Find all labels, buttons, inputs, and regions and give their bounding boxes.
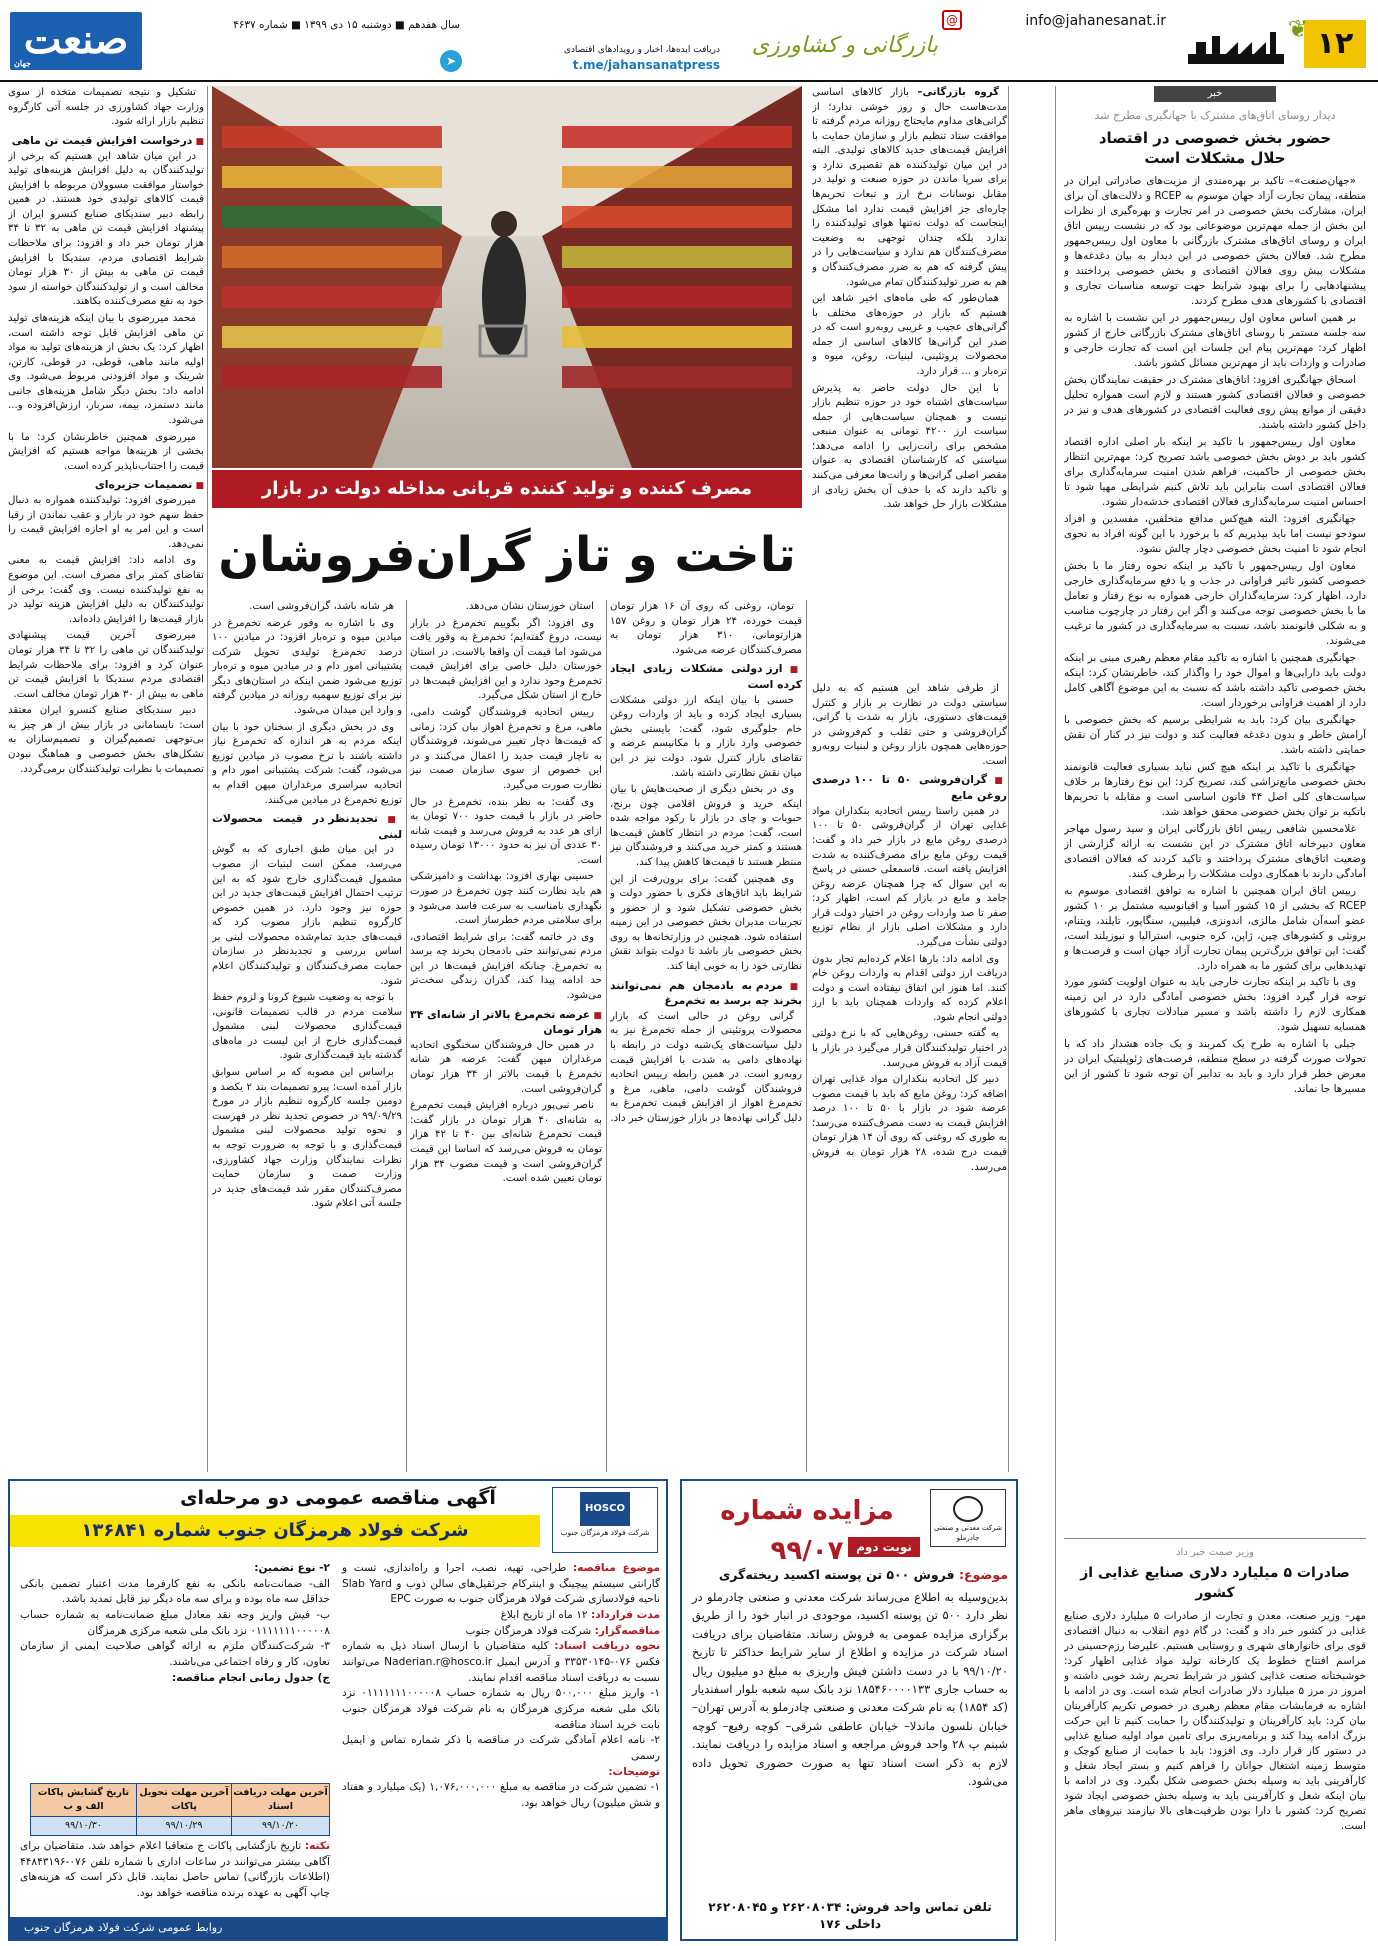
ad-note [20, 1839, 330, 1902]
article-lead: گروه بازرگانی– [917, 87, 999, 98]
paragraph: جهانگیری افزود: البته هیچ‌کس مدافع متخلفین، مفسدین و افراد سودجو نیست اما باید بپذیریم که با برخورد با این گونه افراد به نحوی انجام شود تا امنیت بخش خصوصی دچار چالش نشود. [1064, 512, 1366, 555]
paragraph: حسنی با بیان اینکه ارز دولتی مشکلات بسیاری ایجاد کرده و باید از واردات روغن خام جلوگیری شود، گفت: بایستی بخش خصوصی وارد بازار و با مکانیسم عرضه و تقاضای بازار کنترل شود. دولت نیز در این میان نقش نظارتی داشته باشد. [610, 694, 802, 779]
paragraph: رییس اتحادیه فروشندگان گوشت دامی، ماهی، مرغ و تخم‌مرغ اهواز بیان کرد: زمانی که قیمت‌ها دچار تغییر می‌شوند، فروشندگان به ناچار قیمت جدید را اعمال می‌کنند و در این خصوص از سوی سازمان صمت نیز نظارت صورت می‌گیرد. [410, 707, 602, 791]
table-row [31, 1817, 330, 1836]
ad-text: ۲- نامه اعلام آمادگی شرکت در مناقصه با ذکر شماره تماس و ایمیل رسمی [342, 1734, 660, 1763]
factory-icon [1186, 28, 1296, 70]
ad-text: ۳- شرکت‌کنندگان ملزم به ارائه گواهی صلاحیت ایمنی از سازمان تعاون، کار و رفاه اجتماعی می‌باشند. [20, 1640, 330, 1669]
paragraph: تشکیل و نتیجه تصمیمات متخذه از سوی وزارت جهاد کشاورزی در جلسه آتی کارگروه تنظیم بازار ارائه شود. [8, 87, 204, 128]
section-divider [1064, 1538, 1366, 1539]
ad-company-banner: شرکت فولاد هرمزگان جنوب شماره ۱۳۶۸۴۱ [10, 1515, 540, 1547]
supermarket-photo [212, 86, 802, 468]
paragraph: در همین حال فروشندگان سخنگوی اتحادیه مرغداران میهن گفت: عرضه هر شانه تخم‌مرغ با قیمت بالاتر از ۳۴ هزار تومان گران‌فروشی است. [410, 1039, 602, 1095]
article-body [1064, 174, 1366, 1524]
column-divider [406, 600, 407, 1472]
paragraph: معاون اول رییس‌جمهور با تاکید بر اینکه بار اصلی اداره اقتصاد کشور باید بر دوش بخش خصوصی باشد تصریح کرد: مهم‌ترین انتظار بخش خصوصی از حاکمیت، فراهم شدن امنیت سرمایه‌گذاری برای فعالان اقتصادی است بنابراین باید تلاش کنیم شرایطی مهیا شود تا احساس امنیت سرمایه‌گذاری فعالان اقتصادی خدشه‌دار نشود. [1064, 436, 1366, 508]
ad-text: کلیه متقاضیان با ارسال اسناد ذیل به شماره فکس ۰۷۶-۳۳۵۳۰۱۴۵ و آدرس ایمیل Naderian.r@hosco.ir می‌توانند نسبت به دریافت اسناد مناقصه اقدام نمایند. [342, 1640, 661, 1684]
paragraph: وی در بخش دیگری از صحبت‌هایش با بیان اینکه خرید و فروش اقلامی چون برنج، حبوبات و چای در بازار با رکود مواجه شده است، گفت: مردم در انتظار کاهش قیمت‌ها هستند و کمتر خرید می‌کنند و فروشندگان نیز منتظر هستند تا قیمت‌ها کاهش پیدا کند. [610, 784, 802, 868]
paragraph: وی با اشاره به وفور عرضه تخم‌مرغ در میادین میوه و تره‌بار افزود: در میادین ۱۰۰ درصد تخم‌مرغ تولیدی تحویل شرکت پشتیبانی امور دام و در میادین میوه و تره‌بار توزیع می‌شود ضمن اینکه در استان‌های دیگر نیز برای توزیع سهمیه روزانه در میادین گرفته و وارد این میدان می‌شود. [212, 617, 402, 717]
paragraph: وی با تاکید بر اینکه تجارت خارجی باید به عنوان اولویت کشور مورد توجه قرار گیرد افزود: بخش خصوصی آمادگی دارد در این زمینه همکاری لازم را داشته باشد و مسیر مبادلات تجاری با کشورهای همسایه تسهیل شود. [1064, 976, 1366, 1034]
ad-label: موضوع مناقصه: [572, 1562, 660, 1574]
article-body: مهر– وزیر صنعت، معدن و تجارت از صادرات ۵ میلیارد دلاری صنایع غذایی در کشور خبر داد و گفت: در گام دوم انقلاب به دنبال اقتصادی قوی برای خانوارهای شهری و روستایی هستیم. علیرضا رزم‌حسینی در مراسم افتتاح خطوط یک کارخانه تولید مواد غذایی اظهار کرد: خوشبختانه صنعت غذایی کشور در شرایط تحریم رشد خوبی داشته و امروز در مرز ۵ میلیارد دلار صادرات انجام شده است. وی در ادامه با اشاره به فرمایشات مقام معظم رهبری در خصوص تکریم کارآفرینان بیان کرد: باید کارآفرینان و تولیدکنندگان را حمایت کنیم تا این حرکت بزرگ ادامه پیدا کند و برنامه‌ریزی برای تامین مواد اولیه صنایع غذایی در دستور کار قرار دارد. وی افزود: باید با حمایت از صنایع کوچک و متوسط زمینه اشتغال جوانان را فراهم کنیم و بستر ایجاد شغل و کارآفرینی باید به وسیله بخش خصوصی شکل بگیرد. وی در ادامه با بیان اینکه شغل و کارآفرینی باید به وسیله بخش خصوصی ایجاد شود تصریح کرد: کشور با دارا بودن ظرفیت‌های بالا نیازمند نیروهای ماهر است. [1064, 1609, 1366, 1832]
paragraph: همان‌طور که طی ماه‌های اخیر شاهد این هستیم که بازار در حوزه‌های مختلف با گرانی‌های عجیب و غریبی روبه‌رو است که در صدر این گرانی‌ها کالاهای اساسی از جمله محصولات پروتئینی، لبنیات، روغن، میوه و تره‌بار و ... قرار دارد. [812, 293, 1007, 377]
article-column-4 [410, 600, 602, 1472]
table-header-cell: آخرین مهلت تحویل پاکات [137, 1784, 232, 1817]
subheading: ■ مردم به بادمجان هم نمی‌توانند بخرند چه برسد به تخم‌مرغ [610, 978, 802, 1009]
ad-column-left [20, 1561, 330, 1686]
logo-subtext: جهان [14, 58, 31, 68]
paragraph: تومان، روغنی که روی آن ۱۶ هزار تومان قیمت خورده، ۲۴ هزار تومان و روغن ۱۵۷ هزارتومانی، ۳۱۰ هزار تومان به مصرف‌کنندگان عرضه می‌شود. [610, 601, 802, 656]
paragraph: وی در بخش دیگری از سخنان خود با بیان اینکه مردم به هر اندازه که تخم‌مرغ نیاز داشته باشند با نرخ مصوب در میادین توزیع می‌شود، گفت: شرکت پشتیبانی امور دام و اتحادیه سراسری مرغداران میهن اقدام به توزیع تخم‌مرغ در میادین می‌کنند. [212, 721, 402, 806]
company-logo [930, 1489, 1006, 1547]
ad-label: موضوع: [958, 1567, 1008, 1582]
issue-info: سال هفدهم ■ دوشنبه ۱۵ دی ۱۳۹۹ ■ شماره ۴۶۳۷ [233, 19, 460, 31]
ad-title: مزایده شماره ۹۹/۰۷ [720, 1496, 894, 1566]
ad-footer: روابط عمومی شرکت فولاد هرمزگان جنوب [10, 1917, 666, 1939]
column-divider [606, 600, 607, 1472]
tender-schedule-table [30, 1783, 330, 1836]
subheading: ■ گران‌فروشی ۵۰ تا ۱۰۰ درصدی روغن مایع [812, 772, 1007, 803]
article-supertitle: دیدار روسای اتاق‌های مشترک با جهانگیری مطرح شد [1094, 109, 1336, 123]
ad-contact: تلفن تماس واحد فروش: ۲۶۲۰۸۰۳۴ و ۲۶۲۰۸۰۴۵ داخلی ۱۷۶ [708, 1900, 992, 1932]
paragraph: در همین راستا رییس اتحادیه بنکداران مواد غذایی تهران از گران‌فروشی ۵۰ تا ۱۰۰ درصدی روغن مایع در بازار خبر داد و گفت: قیمت روغن مایع برای مصرف‌کننده به شدت افزایش یافته است. قاسمعلی حسنی در پاسخ به این سوال که چرا همچنان عرضه روغن جامد و مایع در بازار کم است، اظهار کرد: صفر تا صد واردات روغن در اختیار دولت قرار دارد و مشکلات اصلی بازار از نظام توزیع دولتی نشأت می‌گیرد. [812, 805, 1007, 948]
paragraph: دبیر سندیکای صنایع کنسرو ایران معتقد است: نابسامانی در بازار بیش از هر چیز به بی‌توجهی تصمیم‌گیران و تصمیم‌سازان به تشکل‌های بخش خصوصی و هماهنگ نبودن تصمیمات با نظرات تولیدکنندگان برمی‌گردد. [8, 705, 204, 775]
paragraph: حسینی بهاری افزود: بهداشت و دامپزشکی هم باید نظارت کنند چون تخم‌مرغ در صورت نگهداری نامناسب به سرعت فاسد می‌شود و برای سلامتی مردم خطرساز است. [410, 871, 602, 927]
ad-label: نکته: [304, 1840, 330, 1852]
ad-label: مناقصه‌گزار: [594, 1624, 660, 1637]
page-number: ۱۲ [1316, 25, 1354, 61]
telegram-promo [480, 44, 720, 80]
paragraph: محمد میررضوی با بیان اینکه هزینه‌های تولید تن ماهی افزایش قابل توجه داشته است، اظهار کرد: یک بخش از هزینه‌های تولید به مواد اولیه مانند ماهی، قوطی، در قوطی، کارتن، شرینک و مواد افزودنی مربوط می‌شود. وی ادامه داد: بخش دیگر شامل هزینه‌های جانبی مانند دستمزد، بیمه، سربار، ارزش‌افزوده و... می‌شود. [8, 312, 204, 426]
paragraph: وی ادامه داد: بارها اعلام کرده‌ایم تجار بدون دریافت ارز دولتی اقدام به واردات روغن خام کنند. اما هنوز این اتفاق نیفتاده است و دولت اعلام کرده که واردات همچنان باید با ارز دولتی انجام شود. [812, 953, 1007, 1023]
paragraph: اسحاق جهانگیری افزود: اتاق‌های مشترک در حقیقت نمایندگان بخش خصوصی و فعالان اقتصادی کشور هستند و لازم است همواره تحلیل دقیقی از موانع پیش روی فعالیت اقتصادی در کشورهای هدف و نیز در داخل کشور داشته باشند. [1064, 374, 1366, 432]
ad-text: طراحی، تهیه، نصب، اجرا و راه‌اندازی، تست و گارانتی سیستم پیچینگ و اینترکام جرثقیل‌های سالن ذوب و Slab Yard ناحیه فولادسازی شرکت فولاد هرمزگان جنوب به صورت EPC [342, 1562, 660, 1606]
ad-text: تاریخ بازگشایی پاکات ج متعاقبا اعلام خواهد شد. متقاضیان برای آگاهی بیشتر می‌توانند در ساعات اداری با شماره تلفن ۰۷۶-۴۴۸۴۳۱۹۶ (اطلاعات بازرگانی) تماس حاصل نمایند. قابل ذکر است که هزینه‌های چاپ آگهی به عهده برنده مناقصه خواهد بود. [20, 1840, 330, 1900]
ad-title: آگهی مناقصه عمومی دو مرحله‌ای [10, 1481, 666, 1515]
paragraph: میررضوی همچنین خاطرنشان کرد: ما با بخشی از هزینه‌ها مواجه هستیم که افزایش قیمت را اجتناب‌ناپذیر کرده است. [8, 431, 204, 472]
photo-caption: مصرف کننده و تولید کننده قربانی مداخله دولت در بازار [212, 470, 802, 508]
paragraph: میررضوی آخرین قیمت پیشنهادی تولیدکنندگان تن ماهی را ۳۲ تا ۳۴ هزار تومان عنوان کرد و افزود: برای ملاحظات شرایط اقتصادی مردم سندیکا با افزایش قیمت تن ماهی به بیش از ۳۰ هزار تومان مخالف است. [8, 630, 204, 700]
paragraph: با توجه به وضعیت شیوع کرونا و لزوم حفظ سلامت مردم در قالب تصمیمات قانونی، قیمت‌گذاری محصولات لبنی مشمول قیمت‌گذاری خارج از این لیست در ماه‌های گذشته باید قیمت‌گذاری شود. [212, 992, 402, 1062]
article-column-5 [212, 600, 402, 1472]
telegram-link[interactable]: t.me/jahansanatpress [572, 57, 720, 72]
ad-column-right [342, 1561, 660, 1812]
article-kicker: وزیر صمت خبر داد [1176, 1547, 1254, 1558]
paragraph: جبلی با اشاره به طرح یک کمربند و یک جاده هشدار داد که با تحولات صورت گرفته در سطح منطقه، فرصت‌های ژئوپلیتیک ایران در معرض خطر قرار دارد و باید به تدابیر آن توجه شود تا کشور از این مسیرها جا نماند. [1064, 1038, 1366, 1096]
article-kicker: خبر [1154, 86, 1276, 102]
paragraph: به گفته حسنی، روغن‌هایی که با نرخ دولتی در اختیار تولیدکنندگان قرار می‌گیرد در بازار با قیمت آزاد به فروش می‌رسد. [812, 1028, 1007, 1069]
logo-mark: HOSCO [580, 1492, 630, 1526]
ad-text: الف- ضمانت‌نامه بانکی به نفع کارفرما مدت اعتبار تضمین بانکی حداقل سه ماه بوده و برای سه ماه دیگر نیز قابل تمدید باشد. [20, 1577, 330, 1606]
page-header [0, 0, 1378, 82]
food-exports-article [1064, 1546, 1366, 1946]
ad-subject: فروش ۵۰۰ تن پوسته اکسید ریخته‌گری [718, 1567, 955, 1582]
ad-body [20, 1561, 660, 1917]
section-title: بازرگانی و کشاورزی [751, 33, 938, 58]
right-column-article [1064, 86, 1366, 1524]
ad-text: بدین‌وسیله به اطلاع می‌رساند شرکت معدنی و صنعتی چادرملو در نظر دارد ۵۰۰ تن پوسته اکسید، موجودی در انبار خود را از طریق برگزاری مزایده عمومی به فروش رساند. متقاضیان برای دریافت اسناد شرکت در مزایده و اطلاع از سایر شرایط حداکثر تا تاریخ ۹۹/۱۰/۲۰ با در دست داشتن فیش واریزی به مبلغ دو میلیون ریال به حساب جاری ۱۸۵۴۶۰۰۰۰۱۳۳ نزد بانک سپه شعبه بلوار اسفندیار (کد ۱۸۵۴) به نام شرکت معدنی و صنعتی چادرملو به آدرس تهران– خیابان نلسون ماندلا– خیابان عاطفی شرقی– کوچه رفیع– کوچه شبنم پ ۲۸ واحد فروش مراجعه و اسناد مزایده را دریافت نمایند. لازم به ذکر است اسناد تنها به صورت حضوری تحویل داده می‌شود. [692, 1590, 1009, 1788]
subheading: ■ عرضه تخم‌مرغ بالاتر از شانه‌ای ۳۴ هزار تومان [410, 1007, 602, 1038]
telegram-icon: ➤ [440, 50, 462, 72]
table-cell: ۹۹/۱۰/۳۰ [31, 1817, 137, 1836]
paragraph: گرانی روغن در حالی است که بازار محصولات پروتئینی از جمله تخم‌مرغ نیز به دلیل سیاست‌های یک‌شبه دولت در رابطه با نهاده‌های دامی به شدت با افزایش قیمت روبه‌رو است. در همین رابطه رییس اتحادیه فروشندگان گوشت دامی، ماهی، مرغ و تخم‌مرغ اهواز از افزایش قیمت تخم‌مرغ به دلیل گرانی نهاده‌ها در بازار خوزستان خبر داد. [610, 1010, 802, 1124]
round-badge: نوبت دوم [848, 1537, 920, 1557]
paragraph: بر همین اساس معاون اول رییس‌جمهور در این نشست با اشاره به سه جلسه مستمر با روسای اتاق‌های مشترک بازرگانی خارج از کشور اظهار کرد: مهم‌ترین پیام این جلسات این است که تجارت خارجی و صادرات و واردات باید از مهم‌ترین مسائل کشور باشد. [1064, 312, 1366, 370]
paragraph: در این میان شاهد این هستیم که برخی از تولیدکنندگان به دلیل افزایش هزینه‌های تولید خواستار موافقت مسوولان مربوطه با افزایش قیمت کالاهای تولیدی خود هستند. در همین رابطه دبیر سندیکای صنایع کنسرو ایران از پیشنهاد افزایش قیمت تن ماهی به ۳۲ تا ۳۴ هزار تومان خبر داد و افزود: برای ملاحظات شرایط اقتصادی مردم، سندیکا با افزایش قیمت تن ماهی به بیش از ۳۰ هزار تومان مخالف است و از تولیدکنندگان خواسته از سود خود به نفع مصرف‌کننده بکاهند. [8, 150, 204, 308]
article-column-2 [610, 600, 802, 1472]
paragraph: وی افزود: اگر بگوییم تخم‌مرغ در بازار نیست، دروغ گفته‌ایم؛ تخم‌مرغ به وفور یافت می‌شود اما قیمت آن واقعا بالاست. در استان خوزستان دلیل خاصی برای افزایش قیمت تخم‌مرغ وجود ندارد و این افزایش قیمت‌ها در خارج از استان شکل می‌گیرد. [410, 617, 602, 702]
ad-label: توضیحات: [608, 1765, 660, 1778]
page-number-box [1287, 15, 1366, 68]
logo-caption: شرکت فولاد هرمزگان جنوب [560, 1528, 650, 1537]
contact-email[interactable]: info@jahanesanat.ir [1025, 13, 1166, 29]
paragraph: جهانگیری با تاکید بر اینکه هیچ کس نباید بسیاری فعالیت قانونمند بخش خصوصی مانع‌تراشی کند، تصریح کرد: این نوع رفتارها بر خلاف سیاست‌های کلی اصل ۴۴ قانون اساسی است و مقابله با تحریم‌ها باتکیه بر توان بخش خصوصی محقق خواهد شد. [1064, 760, 1366, 818]
ad-text: ۱- واریز مبلغ ۵۰۰,۰۰۰ ریال به شماره حساب ۰۱۱۱۱۱۱۱۰۰۰۰۰۸ نزد بانک ملی شعبه مرکزی هرمزگان به نام شرکت فولاد هرمزگان جنوب بابت خرید اسناد مناقصه [342, 1687, 660, 1731]
subheading: ■ درخواست افزایش قیمت تن ماهی [8, 133, 204, 149]
ad-label: مدت قرارداد: [590, 1609, 660, 1622]
article-column-6 [8, 86, 204, 1472]
logo-text: صنعت [23, 16, 129, 63]
email-icon: @ [942, 10, 962, 30]
article-title-line: حضور بخش خصوصی در اقتصاد [1098, 128, 1332, 147]
article-title-line: حلال مشکلات است [1144, 149, 1286, 168]
paragraph: غلامحسین شافعی رییس اتاق بازرگانی ایران و سید رسول مهاجر معاون دبیرخانه اتاق مشترک در این نشست به ارائه گزارشی از وضعیت اتاق‌های مشترک پرداختند و تاکید کردند که فعالان اقتصادی آمادگی دارند با همکاری دولت مشکلات را برطرف کنند. [1064, 822, 1366, 880]
paragraph: وی گفت: به نظر بنده، تخم‌مرغ در حال حاضر در بازار با قیمت حدود ۷۰۰ تومان به ازای هر عدد به فروش می‌رسد و قیمت شانه ۳۰ عددی آن نیز به حدود ۱۳۰۰۰ تومان رسیده است. [410, 796, 602, 866]
paragraph: وی در خاتمه گفت: برای شرایط اقتصادی، مردم نمی‌توانند حتی بادمجان بخرند چه برسد به تخم‌مرغ. چنانکه افزایش قیمت‌ها در این حد ادامه پیدا کند، گذران زندگی سخت‌تر می‌شود. [410, 931, 602, 1002]
ad-body [692, 1565, 1008, 1790]
subheading: ■ ارز دولتی مشکلات زیادی ایجاد کرده است [610, 661, 802, 692]
paragraph: هر شانه باشد، گران‌فروشی است. [249, 601, 394, 612]
table-cell: ۹۹/۱۰/۲۰ [232, 1817, 330, 1836]
paragraph: وی ادامه داد: افزایش قیمت به معنی تقاضای کمتر برای مصرف است. این موضوع به نفع تولیدکننده نیست. وی گفت: برخی از تولیدکنندگان به دلیل افزایش هزینه تولید در بازار قیمت‌ها را افزایش داده‌اند. [8, 555, 204, 625]
ad-text: ب- فیش واریز وجه نقد معادل مبلغ ضمانت‌نامه به شماره حساب ۰۱۱۱۱۱۱۱۰۰۰۰۰۸ نزد بانک ملی شعبه مرکزی هرمزگان [20, 1609, 330, 1637]
logo-caption: شرکت معدنی و صنعتی چادرملو [934, 1524, 1002, 1542]
paragraph: براساس این مصوبه که بر اساس سوابق بازار آمده است: پیرو تصمیمات بند ۲ یکصد و دومین جلسه کارگروه تنظیم بازار در مورخ ۹۹/۰۹/۲۹ در خصوص تجدید نظر در فهرست و نحوه تولید محصولات لبنی مشمول قیمت‌گذاری و با توجه به ضرورت توجه به نظرات نمایندگان وزارت جهاد کشاورزی، وزارت صمت و سازمان حمایت مصرف‌کنندگان مقرر شد قیمت‌های جدید در جلسه آتی اعلام شود. [212, 1067, 402, 1210]
article-title [1064, 128, 1366, 169]
mine-emblem-icon [953, 1496, 983, 1522]
paragraph: استان خوزستان نشان می‌دهد. [465, 601, 594, 612]
paragraph: از طرفی شاهد این هستیم که به دلیل سیاستی دولت در نظارت بر بازار و کنترل قیمت‌های دستوری، بازار به شدت با گرانی، گران‌فروشی و حتی تقلب و کم‌فروشی در حوزه‌هایی همچون بازار روغن و لبنیات روبه‌رو است. [812, 683, 1007, 767]
ad-label: ۲- نوع تضمین: [254, 1562, 330, 1574]
table-cell: ۹۹/۱۰/۲۹ [137, 1817, 232, 1836]
wheat-icon: ❦ [1287, 15, 1308, 43]
table-header-row [31, 1784, 330, 1817]
paragraph: رییس اتاق ایران همچنین با اشاره به توافق اقتصادی موسوم به RCEP که بخشی از ۱۵ کشور آسیا و اقیانوسیه مشتمل بر ۱۰ کشور عضو آسه‌آن شامل مالزی، اندونزی، فیلیپین، سنگاپور، تایلند، ویتنام، برونئی و کشورهای چین، ژاپن، کره جنوبی، استرالیا و نیوزیلند است، گفت: این توافق بزرگ‌ترین پیمان تجارت آزاد جهان است و فرصت‌ها و تهدیدهایی برای کشور ما به همراه دارد. [1064, 884, 1366, 972]
ad-text: ۱۲ ماه از تاریخ ابلاغ [500, 1609, 588, 1622]
paragraph: معاون اول رییس‌جمهور با تاکید بر اینکه نحوه رفتار ما با بخش خصوصی کشور تاثیر فراوانی در جذب و یا دفع سرمایه‌گذاری خارجی دارد، اظهار کرد: سرمایه‌گذاران خارجی همواره به نوع رفتار و تعامل ما با بخش خصوصی توجه می‌کنند و اگر این رفتار در چارچوب مناسب و به شکلی قانونمند باشد، نسبت به سرمایه‌گذاری در کشور ما ترغیب می‌شوند. [1064, 559, 1366, 647]
ad-label: ج) جدول زمانی انجام مناقصه: [172, 1671, 330, 1684]
ad-text: ۱- تضمین شرکت در مناقصه به مبلغ ۱,۰۷۶,۰۰۰,۰۰۰ (یک میلیارد و هفتاد و شش میلیون) ریال خواهد بود. [342, 1781, 661, 1810]
ad-text: شرکت فولاد هرمزگان جنوب [465, 1624, 592, 1637]
column-divider [806, 600, 807, 1472]
column-divider [207, 86, 208, 1472]
paragraph: بازار کالاهای اساسی مدت‌هاست حال و روز خوشی ندارد؛ از گرانی‌های مداوم مایحتاج روزانه مردم گرفته تا موافقت ستاد تنظیم بازار و سازمان حمایت با افزایش قیمت‌های جدید کالاهای تولیدی. البته در این میان تولیدکننده هم تقصیری ندارد و برای سرپا ماندن در حوزه صنعت و تولید در مقابل نوسانات نرخ ارز و تبعات تحریم‌ها چاره‌ای جز افزایش قیمت ندارد اما مشکل اینجاست که دولت نه‌تنها هوای تولیدکننده را ندارد بلکه چندان توجهی به وضعیت مصرف‌کنندگان هم ندارد و سیاست‌هایی را در پیش گرفته که هم به ضرر مصرف‌کنندگان و هم به ضرر تولیدکنندگان تمام می‌شود. [812, 87, 1007, 288]
newspaper-logo [10, 12, 142, 70]
table-header-cell: تاریخ گشایش پاکات الف و ب [31, 1784, 137, 1817]
auction-advertisement [680, 1479, 1018, 1941]
article-title: صادرات ۵ میلیارد دلاری صنایع غذایی از کشور [1080, 1565, 1350, 1602]
ad-label: نحوه دریافت اسناد: [554, 1640, 660, 1653]
table-header-cell: آخرین مهلت دریافت اسناد [232, 1784, 330, 1817]
paragraph: دبیر کل اتحادیه بنکداران مواد غذایی تهران اضافه کرد: روغن مایع که باید با قیمت مصوب عرضه شود در بازار با ۵۰ تا ۱۰۰ درصد افزایش قیمت به دست مصرف‌کننده می‌رسد؛ به طوری که روغنی که روی آن ۱۴ هزار تومان قیمت درج شده، ۲۸ هزار تومان به فروش می‌رسد. [812, 1074, 1007, 1173]
paragraph: با این حال دولت حاضر به پذیرش سیاست‌های اشتباه خود در حوزه تنظیم بازار نیست و همچنان سیاست‌هایی از جمله سیاست ارز ۴۲۰۰ تومانی به عنوان منبعی مشخص برای رانت‌زایی را ادامه می‌دهد؛ سیاستی که کارشناسان اقتصادی به عنوان مقصر اصلی گرانی‌ها و رانت‌ها معرفی می‌کنند و تاکید دارند که با حذف آن بخش زیادی از مشکلات بازار حل خواهد شد. [812, 382, 1007, 511]
paragraph: میررضوی افزود: تولیدکننده همواره به دنبال حفظ سهم خود در بازار و عقب نماندن از رقبا است و این امر به او اجازه افزایش قیمت را نمی‌دهد. [8, 495, 204, 550]
subheading: ■ تجدیدنظر در قیمت محصولات لبنی [212, 811, 402, 842]
article-column-1 [812, 86, 1007, 676]
paragraph: ناصر نبی‌پور درباره افزایش قیمت تخم‌مرغ به شانه‌ای ۴۰ هزار تومان در بازار گفت: قیمت تخم‌مرغ شانه‌ای بین ۴۰ تا ۴۲ هزار تومان به فروش می‌رسد که اساسا این قیمت گران‌فروشی است و قیمت مصوب ۳۴ هزار تومان تعیین شده است. [410, 1100, 602, 1185]
article-column-3 [812, 682, 1007, 1472]
telegram-caption: دریافت ایده‌ها، اخبار و رویدادهای اقتصادی [563, 45, 720, 55]
paragraph: وی همچنین گفت: برای برون‌رفت از این شرایط باید اتاق‌های فکری با حضور دولت و بخش خصوصی تشکیل شود و از حضور و تجربیات مدیران بخش خصوصی در این زمینه استفاده شود. همچنین در وزارتخانه‌ها به روی بخش خصوصی باز باشد تا دولت بتواند نقش نظارتی خود را به خوبی ایفا کند. [610, 873, 802, 973]
company-logo [552, 1487, 658, 1553]
main-headline: تاخت و تاز گران‌فروشان [218, 527, 796, 583]
paragraph: در این میان طبق اخباری که به گوش می‌رسد، ممکن است لبنیات از مصوب مشمول قیمت‌گذاری خارج شود که به این ترتیب احتمال افزایش قیمت‌های جدید در این حوزه نیز وجود دارد. در همین خصوص کارگروه تنظیم بازار مصوب کرد که قیمت‌های جدید تمام‌شده محصولات لبنی بر اساس بررسی و تجدیدنظر در سازمان حمایت مصرف‌کنندگان و تولیدکنندگان اعلام شود. [212, 844, 402, 987]
paragraph: جهانگیری همچنین با اشاره به تاکید مقام معظم رهبری مبنی بر اینکه دولت باید دارایی‌ها و اموال خود را واگذار کند، خاطرنشان کرد: اینکه بخش خصوصی تاکید داشته باشد که نسبت به این موضوع آگاهی کامل دارد از اهمیت فراوانی برخوردار است. [1064, 651, 1366, 709]
paragraph: جهانگیری بیان کرد: باید به شرایطی برسیم که بخش خصوصی با آرامش خاطر و بدون دغدغه فعالیت کند و دولت نیز در کنار آن نقش حمایتی داشته باشد. [1064, 713, 1366, 756]
subheading: ■ تصمیمات جزیره‌ای [8, 477, 204, 493]
column-divider [1055, 86, 1056, 1941]
supermarket-illustration [212, 86, 802, 468]
tender-advertisement [8, 1479, 668, 1941]
paragraph: «جهان‌صنعت»– تاکید بر بهره‌مندی از مزیت‌های صادراتی ایران در منطقه، پیمان تجارت آزاد جهان موسوم به RCEP و دلالت‌های آن برای ایران، مشارکت بخش خصوصی در امر تجارت و بهره‌گیری از نظرات این بخش از جمله مهم‌ترین موضوعاتی بود که در نشست رییس اتاق ایران و روسای اتاق‌های مشترک بازرگانی با معاون اول رییس‌جمهور مطرح شد. فعالان بخش خصوصی در این دیدار به بیان دغدغه‌ها و مشکلات پیش روی فعالان اقتصادی و بخش خصوصی پرداختند و پیشنهادهایی را برای بهبود شرایط جهت توسعه مناسبات تجاری و اقتصادی با کشورهای هدف مطرح کردند. [1064, 175, 1366, 308]
column-divider [1008, 86, 1009, 1472]
